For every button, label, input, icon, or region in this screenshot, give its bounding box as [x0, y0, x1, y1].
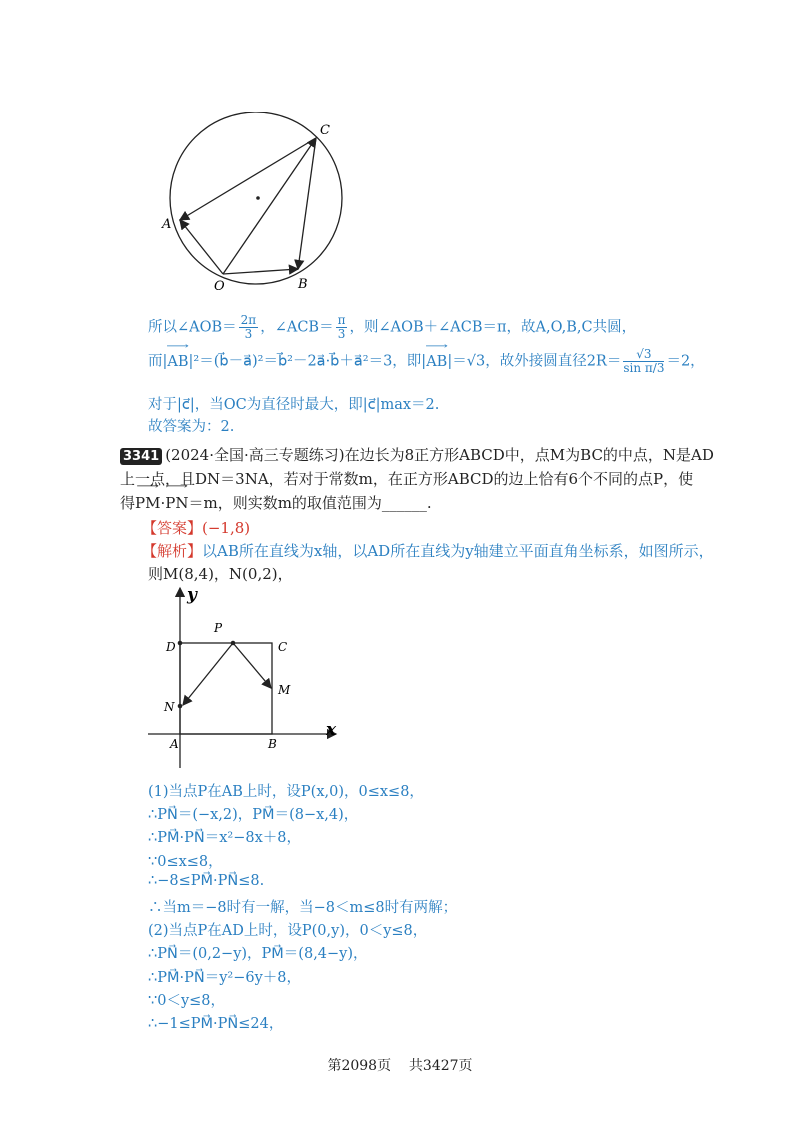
solution-line-1: 所以∠AOB＝ $\frac{2\pi}{3}$ ，∠ACB＝ $\frac{\pi}{3}$ ，则∠AOB＋∠ACB＝π，故A,O,B,C共圆， — [148, 313, 637, 341]
vector-CB — [298, 138, 316, 269]
point-P — [231, 641, 236, 646]
circle-figure — [150, 112, 390, 302]
step-line: ∴PN⃗＝(−x,2)，PM⃗＝(8−x,4)， — [148, 807, 359, 824]
answer-line: 【答案】(−1,8) — [142, 519, 251, 537]
square-figure — [140, 580, 350, 770]
vector-PM — [233, 643, 271, 688]
label-B: B — [298, 277, 308, 292]
analysis-line-1: 【解析】以AB所在直线为x轴，以AD所在直线为y轴建立平面直角坐标系，如图所示， — [142, 542, 714, 560]
label-B2: B — [268, 737, 277, 751]
vector-CA — [180, 138, 316, 220]
label-O: O — [214, 279, 225, 294]
label-C: C — [320, 123, 330, 138]
label-A: A — [162, 217, 172, 232]
solution-line-4: 故答案为：2. — [148, 419, 235, 435]
circumcircle — [170, 112, 342, 284]
problem-line-2: 上一点，且DN＝3NA，若对于常数m，在正方形ABCD的边上恰有6个不同的点P，使 — [120, 470, 694, 488]
vector-OB — [223, 269, 298, 274]
step-line: (1)当点P在AB上时，设P(x,0)，0≤x≤8， — [148, 784, 424, 800]
step-line: ∴PM⃗·PN⃗＝y²−6y＋8， — [148, 969, 302, 986]
label-P: P — [214, 621, 223, 635]
point-D — [178, 641, 183, 646]
step-line: ∴PN⃗＝(0,2−y)，PM⃗＝(8,4−y)， — [148, 946, 368, 963]
problem-line-1: 3341 (2024·全国·高三专题练习)在边长为8正方形ABCD中，点M为BC的中点，N是AD — [120, 444, 714, 465]
label-C2: C — [278, 640, 288, 654]
label-y: y — [187, 585, 197, 605]
step-line: ∵0＜y≤8， — [148, 992, 226, 1009]
step-line: ∴−8≤PM⃗·PN⃗≤8. — [148, 872, 265, 889]
point-N — [178, 704, 183, 709]
step-line: ∴PM⃗·PN⃗＝x²−8x＋8， — [148, 830, 301, 847]
label-M: M — [278, 683, 291, 697]
problem-line-3: 得⟶ PM·⟶ PN＝m，则实数m的取值范围为______. — [120, 492, 432, 513]
vector-OA — [180, 220, 223, 274]
label-x: x — [326, 720, 337, 740]
vector-PN — [183, 643, 233, 705]
analysis-line-2: 则M(8,4)，N(0,2)， — [148, 565, 293, 583]
step-line: ∴−1≤PM⃗·PN⃗≤24， — [148, 1016, 284, 1032]
label-D: D — [166, 640, 176, 654]
square-ABCD — [180, 643, 272, 734]
solution-line-3: 对于|c⃗|，当OC为直径时最大，即|c⃗|max＝2. — [148, 397, 440, 413]
label-N: N — [164, 700, 175, 714]
step-line: ∴当m＝−8时有一解，当−8＜m≤8时有两解； — [148, 900, 458, 916]
page-number: 第2098页 — [327, 1058, 392, 1074]
center-dot — [256, 196, 260, 200]
solution-line-2: 而|⟶ AB|²＝(b⃗－a⃗)²＝b⃗²－2a⃗·b⃗＋a⃗²＝3，即|⟶ AB|＝√3，故外接圆直径2R＝ $\frac{√3}{\text{sin π/3}}$ ＝2， — [148, 348, 705, 375]
problem-number: 3341 — [120, 448, 162, 465]
total-pages: 共3427页 — [408, 1058, 473, 1074]
page-footer — [0, 1055, 800, 1075]
label-A2: A — [170, 737, 179, 751]
vector-OC — [223, 138, 316, 274]
step-line: ∵0≤x≤8， — [148, 853, 223, 870]
step-line: (2)当点P在AD上时，设P(0,y)，0＜y≤8， — [148, 923, 428, 940]
